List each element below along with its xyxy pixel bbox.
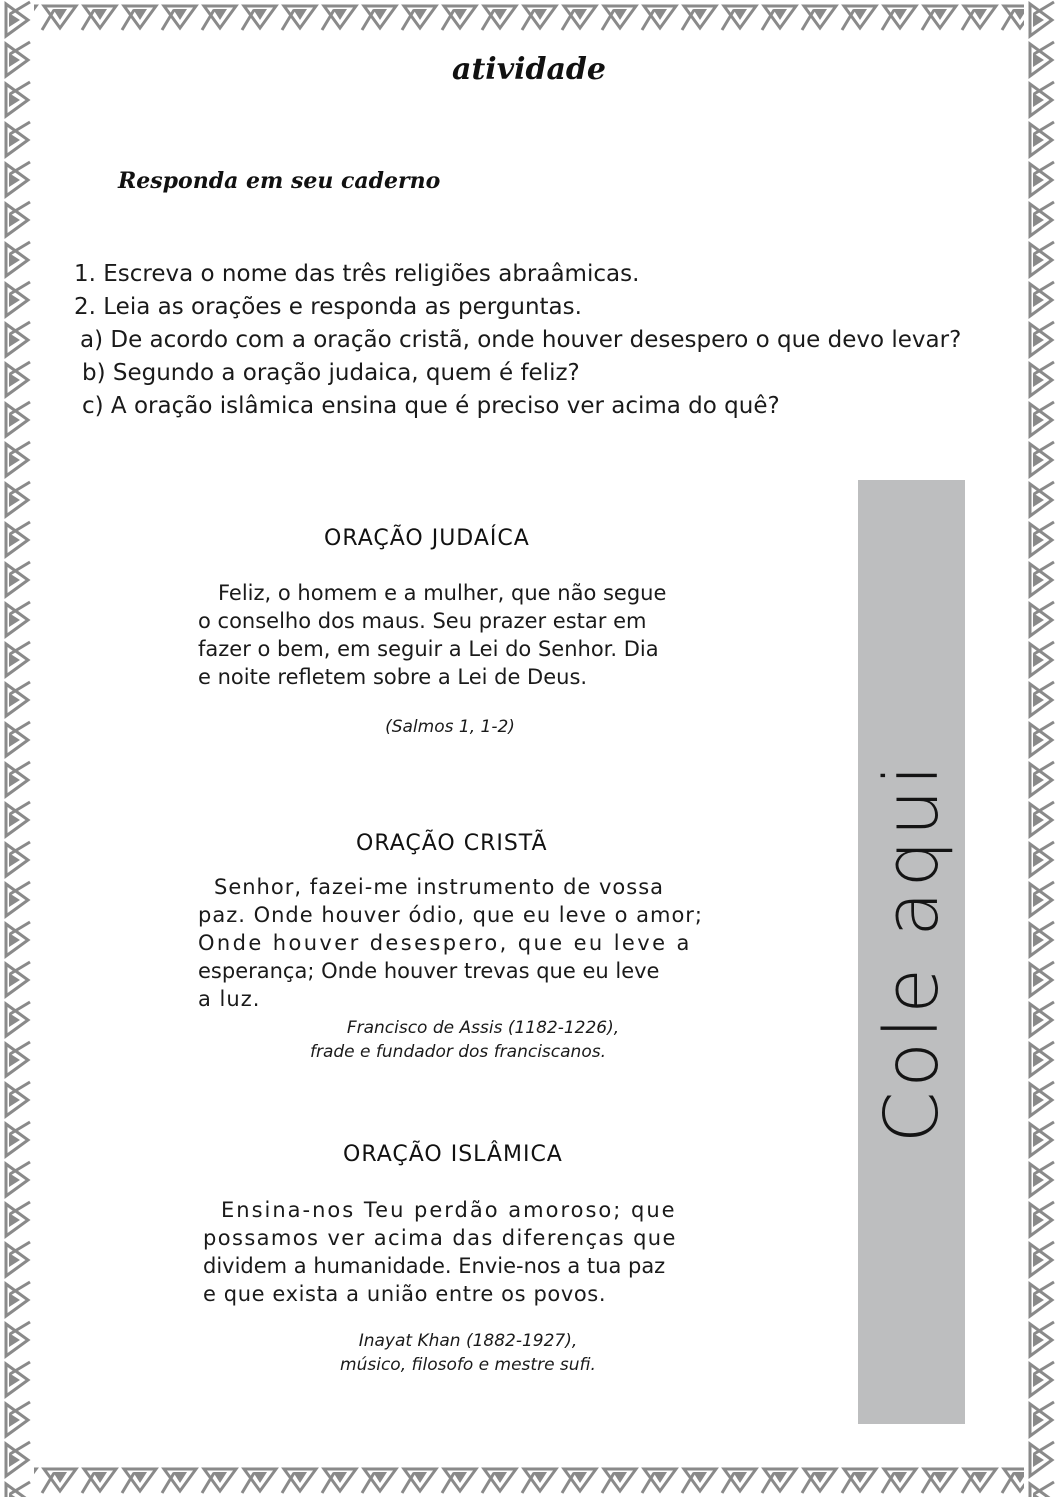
prayer-title-islamic: ORAÇÃO ISLÂMICA [343, 1142, 563, 1167]
prayer-line: o conselho dos maus. Seu prazer estar em [198, 609, 647, 633]
decorative-border-top [0, 0, 1058, 34]
prayer-line: Senhor, fazei-me instrumento de vossa [214, 875, 665, 899]
page-title: atividade [452, 52, 606, 87]
prayer-reference-judaic [300, 715, 600, 739]
border-pattern-right [1024, 0, 1058, 1497]
question-1: 1. Escreva o nome das três religiões abraâmicas. [74, 261, 640, 287]
border-pattern-left [0, 0, 34, 1497]
prayer-title-judaic: ORAÇÃO JUDAÍCA [324, 526, 530, 551]
reference-line: (Salmos 1, 1-2) [385, 717, 515, 737]
question-2b: b) Segundo a oração judaica, quem é feliz? [82, 360, 580, 386]
prayer-line: a luz. [198, 987, 261, 1011]
prayer-line: fazer o bem, em seguir a Lei do Senhor. Dia [198, 637, 659, 661]
question-2: 2. Leia as orações e responda as perguntas. [74, 294, 582, 320]
paste-here-panel [858, 480, 965, 1424]
prayer-line: Ensina-nos Teu perdão amoroso; que [221, 1198, 677, 1222]
reference-line: frade e fundador dos franciscanos. [310, 1042, 606, 1062]
question-2c: c) A oração islâmica ensina que é preciso ver acima do quê? [82, 393, 780, 419]
prayer-line: e que exista a união entre os povos. [203, 1282, 607, 1306]
reference-line: Francisco de Assis (1182-1226), [346, 1018, 620, 1038]
prayer-line: paz. Onde houver ódio, que eu leve o amor; [198, 903, 703, 927]
prayer-line: dividem a humanidade. Envie-nos a tua paz [203, 1254, 666, 1278]
prayer-body-islamic [203, 1196, 716, 1308]
prayer-title-christian: ORAÇÃO CRISTÃ [356, 831, 548, 856]
instruction-subtitle: Responda em seu caderno [118, 168, 441, 194]
border-pattern-bottom [0, 1463, 1058, 1497]
reference-line: músico, filosofo e mestre sufi. [340, 1355, 596, 1375]
decorative-border-bottom [0, 1463, 1058, 1497]
prayer-line: Feliz, o homem e a mulher, que não segue [218, 581, 667, 605]
decorative-border-right [1024, 0, 1058, 1497]
prayer-line: esperança; Onde houver trevas que eu leve [198, 959, 660, 983]
prayer-reference-islamic [258, 1329, 678, 1377]
prayer-line: e noite refletem sobre a Lei de Deus. [198, 665, 588, 689]
prayer-reference-christian [256, 1016, 696, 1064]
decorative-border-left [0, 0, 34, 1497]
question-list [74, 258, 961, 423]
paste-here-label: Cole aqui [868, 760, 955, 1144]
prayer-line: Onde houver desespero, que eu leve a [198, 931, 692, 955]
prayer-body-christian [198, 873, 716, 1013]
border-pattern-top [0, 0, 1058, 34]
question-2a: a) De acordo com a oração cristã, onde houver desespero o que devo levar? [80, 327, 962, 353]
reference-line: Inayat Khan (1882-1927), [358, 1331, 578, 1351]
prayer-body-judaic [198, 579, 716, 691]
prayer-line: possamos ver acima das diferenças que [203, 1226, 677, 1250]
